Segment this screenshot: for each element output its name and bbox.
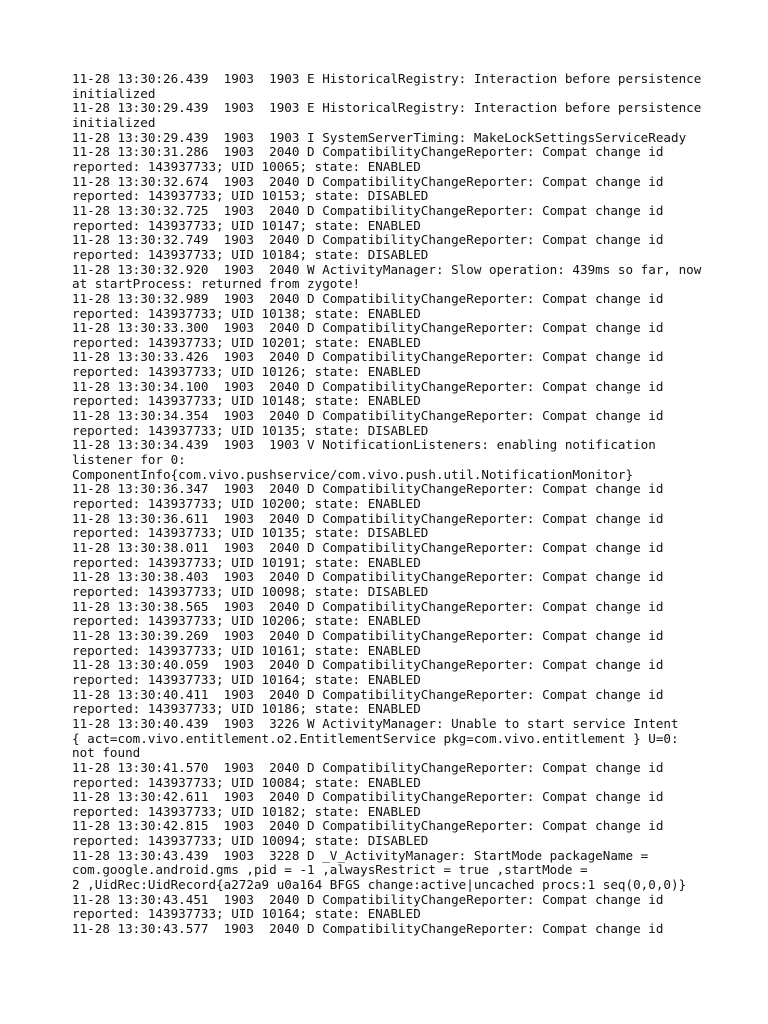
log-line: 11-28 13:30:42.815 1903 2040 D CompatibilityChangeReporter: Compat change id [72, 818, 664, 834]
log-line: reported: 143937733; UID 10161; state: ENABLED [72, 642, 421, 658]
log-line: 11-28 13:30:31.286 1903 2040 D CompatibilityChangeReporter: Compat change id [72, 144, 664, 160]
log-line: listener for 0: [72, 452, 186, 468]
log-line: reported: 143937733; UID 10153; state: DISABLED [72, 188, 429, 204]
log-line: 11-28 13:30:40.411 1903 2040 D CompatibilityChangeReporter: Compat change id [72, 686, 664, 702]
log-line: reported: 143937733; UID 10191; state: ENABLED [72, 554, 421, 570]
log-line: 11-28 13:30:36.611 1903 2040 D CompatibilityChangeReporter: Compat change id [72, 510, 664, 526]
log-line: reported: 143937733; UID 10084; state: ENABLED [72, 774, 421, 790]
log-line: 11-28 13:30:32.920 1903 2040 W ActivityManager: Slow operation: 439ms so far, now [72, 261, 702, 277]
log-line: 11-28 13:30:34.439 1903 1903 V NotificationListeners: enabling notification [72, 437, 656, 453]
log-line: 11-28 13:30:26.439 1903 1903 E HistoricalRegistry: Interaction before persistence [72, 71, 702, 86]
log-line: 11-28 13:30:43.439 1903 3228 D _V_ActivityManager: StartMode packageName = [72, 847, 649, 863]
log-line: reported: 143937733; UID 10094; state: DISABLED [72, 833, 429, 849]
log-line: reported: 143937733; UID 10135; state: DISABLED [72, 422, 429, 438]
log-line: initialized [72, 85, 156, 101]
log-line: 11-28 13:30:32.674 1903 2040 D CompatibilityChangeReporter: Compat change id [72, 173, 664, 189]
log-line: 11-28 13:30:29.439 1903 1903 E HistoricalRegistry: Interaction before persistence [72, 100, 702, 116]
log-line: 11-28 13:30:34.100 1903 2040 D CompatibilityChangeReporter: Compat change id [72, 378, 664, 394]
log-line: 11-28 13:30:41.570 1903 2040 D CompatibilityChangeReporter: Compat change id [72, 759, 664, 775]
log-line: 11-28 13:30:39.269 1903 2040 D CompatibilityChangeReporter: Compat change id [72, 627, 664, 643]
log-line: initialized [72, 114, 156, 130]
log-line: reported: 143937733; UID 10148; state: ENABLED [72, 393, 421, 409]
log-line: 11-28 13:30:29.439 1903 1903 I SystemServerTiming: MakeLockSettingsServiceReady [72, 129, 687, 145]
log-line: reported: 143937733; UID 10065; state: ENABLED [72, 158, 421, 174]
log-text-block [72, 72, 712, 937]
log-line: reported: 143937733; UID 10182; state: ENABLED [72, 803, 421, 819]
log-line: reported: 143937733; UID 10206; state: ENABLED [72, 613, 421, 629]
log-line: 11-28 13:30:38.403 1903 2040 D CompatibilityChangeReporter: Compat change id [72, 569, 664, 585]
log-line: 11-28 13:30:38.011 1903 2040 D CompatibilityChangeReporter: Compat change id [72, 540, 664, 555]
log-line: 11-28 13:30:42.611 1903 2040 D CompatibilityChangeReporter: Compat change id [72, 789, 664, 805]
log-line: reported: 143937733; UID 10164; state: ENABLED [72, 906, 421, 922]
log-line: 11-28 13:30:32.749 1903 2040 D CompatibilityChangeReporter: Compat change id [72, 232, 664, 248]
log-line: 2 ,UidRec:UidRecord{a272a9 u0a164 BFGS change:active|uncached procs:1 seq(0,0,0)} [72, 877, 687, 893]
log-line: 11-28 13:30:43.577 1903 2040 D CompatibilityChangeReporter: Compat change id [72, 921, 664, 937]
log-line: at startProcess: returned from zygote! [72, 276, 361, 292]
log-line: reported: 143937733; UID 10135; state: DISABLED [72, 525, 429, 541]
log-line: 11-28 13:30:43.451 1903 2040 D CompatibilityChangeReporter: Compat change id [72, 891, 664, 907]
log-line: 11-28 13:30:40.059 1903 2040 D CompatibilityChangeReporter: Compat change id [72, 657, 664, 673]
log-line: 11-28 13:30:32.989 1903 2040 D CompatibilityChangeReporter: Compat change id [72, 290, 664, 306]
log-line: 11-28 13:30:36.347 1903 2040 D CompatibilityChangeReporter: Compat change id [72, 481, 664, 497]
log-line: reported: 143937733; UID 10200; state: ENABLED [72, 496, 421, 512]
log-line: reported: 143937733; UID 10186; state: ENABLED [72, 701, 421, 717]
log-line: 11-28 13:30:34.354 1903 2040 D CompatibilityChangeReporter: Compat change id [72, 408, 664, 424]
log-line: reported: 143937733; UID 10201; state: ENABLED [72, 334, 421, 350]
log-line: ComponentInfo{com.vivo.pushservice/com.vivo.push.util.NotificationMonitor} [72, 466, 634, 482]
log-line: com.google.android.gms ,pid = -1 ,alwaysRestrict = true ,startMode = [72, 862, 588, 878]
log-line: 11-28 13:30:38.565 1903 2040 D CompatibilityChangeReporter: Compat change id [72, 598, 664, 614]
log-line: 11-28 13:30:33.426 1903 2040 D CompatibilityChangeReporter: Compat change id [72, 349, 664, 365]
log-line: reported: 143937733; UID 10126; state: ENABLED [72, 364, 421, 380]
document-page [72, 72, 712, 937]
log-line: reported: 143937733; UID 10184; state: DISABLED [72, 246, 429, 262]
log-line: { act=com.vivo.entitlement.o2.EntitlementService pkg=com.vivo.entitlement } U=0: [72, 730, 679, 746]
log-line: reported: 143937733; UID 10098; state: DISABLED [72, 583, 429, 599]
log-line: reported: 143937733; UID 10147; state: ENABLED [72, 217, 421, 233]
log-line: reported: 143937733; UID 10164; state: ENABLED [72, 671, 421, 687]
log-line: 11-28 13:30:32.725 1903 2040 D CompatibilityChangeReporter: Compat change id [72, 202, 664, 218]
log-line: 11-28 13:30:40.439 1903 3226 W ActivityManager: Unable to start service Intent [72, 715, 679, 731]
log-line: 11-28 13:30:33.300 1903 2040 D CompatibilityChangeReporter: Compat change id [72, 320, 664, 336]
log-line: reported: 143937733; UID 10138; state: ENABLED [72, 305, 421, 321]
log-line: not found [72, 745, 141, 761]
